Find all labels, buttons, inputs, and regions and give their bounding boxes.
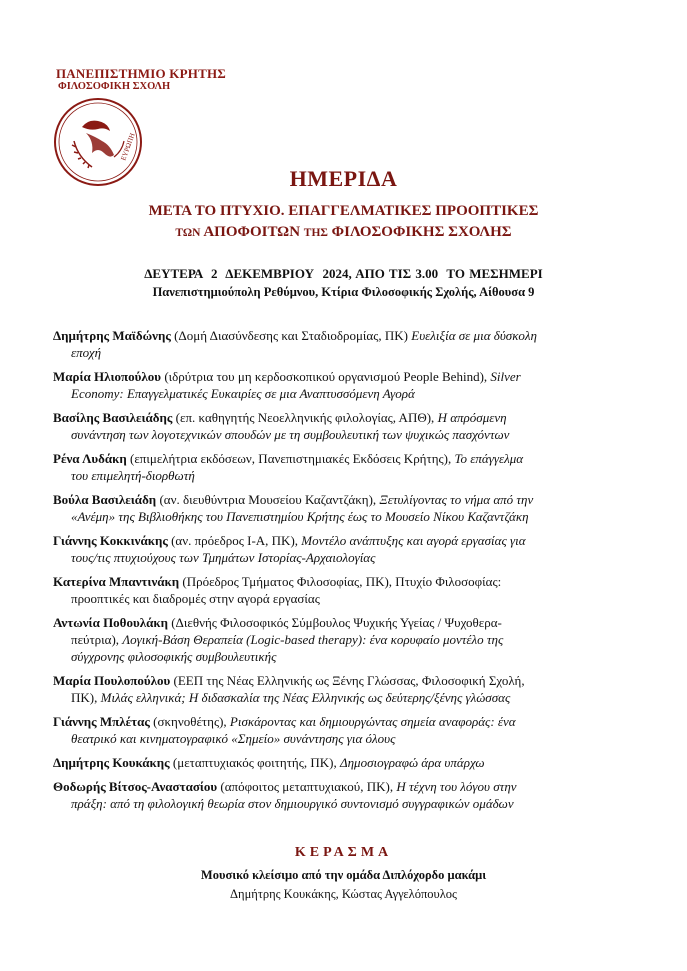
talk-title-cont [53,631,645,648]
speaker-name: Μαρία Ηλιοπούλου [53,369,162,384]
talk-title: Λογική-Βάση Θεραπεία (Logic-based therapy): ένα κορυφαίο μοντέλο της [122,632,504,647]
event-date: ΔΕΥΤΕΡΑ 2 ΔΕΚΕΜΒΡΙΟΥ 2024, ΑΠΟ ΤΙΣ 3.00 ΤΟ ΜΕΣΗΜΕΡΙ [144,266,543,281]
talk-title-cont: θεατρικό και κινηματογραφικό «Σημείο» συνάντησης για όλους [71,731,396,746]
talk-title: Η απρόσμενη [437,410,507,425]
talk-title: Ρισκάροντας και δημιουργώντας σημεία αναφοράς: ένα [229,714,516,729]
speaker-name: Κατερίνα Μπαντινάκη [53,574,180,589]
kerasma-heading: ΚΕΡΑΣΜΑ [294,845,393,860]
speaker-name: Βούλα Βασιλειάδη [53,492,157,507]
school-name: ΦΙΛΟΣΟΦΙΚΗ ΣΧΟΛΗ [58,81,171,92]
speaker-name: Γιάννης Κοκκινάκης [53,533,168,548]
speaker-name: Θοδωρής Βίτσος-Αναστασίου [53,779,218,794]
musicians-names: Δημήτρης Κουκάκης, Κώστας Αγγελόπουλος [230,887,457,901]
talk-title-cont [53,689,645,706]
svg-text:ΕΥΡΩΠΗ: ΕΥΡΩΠΗ [119,132,137,162]
speaker-role: (μεταπτυχιακός φοιτητής, ΠΚ), [169,755,340,770]
talk-title-cont: σύγχρονης φιλοσοφικής συμβουλευτικής [71,649,277,664]
speaker-name: Βασίλης Βασιλειάδης [53,410,173,425]
subtitle-word-school: ΦΙΛΟΣΟΦΙΚΗΣ ΣΧΟΛΗΣ [331,224,512,240]
talk-title-cont: του επιμελητή-διορθωτή [71,468,195,483]
speaker-role: (επιμελήτρια εκδόσεων, Πανεπιστημιακές Εκδόσεις Κρήτης), [126,451,455,466]
speaker-list [53,327,645,819]
speaker-name: Μαρία Πουλοπούλου [53,673,171,688]
speaker-role: (απόφοιτος μεταπτυχιακού, ΠΚ), [217,779,397,794]
talk-title: Ξετυλίγοντας το νήμα από την [379,492,534,507]
speaker-entry [53,327,645,361]
speaker-entry [53,409,645,443]
speaker-role: (επ. καθηγητής Νεοελληνικής φιλολογίας, ΑΠΘ), [172,410,438,425]
talk-title-cont: προοπτικές και διαδρομές στην αγορά εργασίας [71,591,320,606]
speaker-entry [53,778,645,812]
talk-title: Μιλάς ελληνικά; Η διδασκαλία της Νέας Ελληνικής ως δεύτερης/ξένης γλώσσας [100,690,511,705]
talk-title: Silver [490,369,521,384]
university-name: ΠΑΝΕΠΙΣΤΗΜΙΟ ΚΡΗΤΗΣ [56,66,226,81]
speaker-entry [53,573,645,607]
speaker-role-cont: ΠΚ), [71,690,101,705]
talk-title: Ευελιξία σε μια δύσκολη [411,328,538,343]
speaker-entry [53,368,645,402]
speaker-role: (αν. διευθύντρια Μουσείου Καζαντζάκη), [156,492,380,507]
speaker-role-cont: πεύτρια), [71,632,123,647]
event-subtitle-line1: ΜΕΤΑ ΤΟ ΠΤΥΧΙΟ. ΕΠΑΓΓΕΛΜΑΤΙΚΕΣ ΠΡΟΟΠΤΙΚΕΣ [148,203,539,219]
subtitle-word-apofoiton: ΑΠΟΦΟΙΤΩΝ [203,224,301,240]
subtitle-word-tis: ΤΗΣ [303,227,328,239]
speaker-entry [53,491,645,525]
music-closing: Μουσικό κλείσιμο από την ομάδα Διπλόχορδο μακάμι [200,868,487,882]
speaker-name: Δημήτρης Κουκάκης [53,755,170,770]
talk-title: Το επάγγελμα [454,451,524,466]
speaker-entry [53,532,645,566]
event-subtitle-line2 [0,224,687,241]
speaker-name: Ρένα Λυδάκη [53,451,127,466]
talk-title-cont: «Ανέμη» της Βιβλιοθήκης του Πανεπιστημίου Κρήτης έως το Μουσείο Νίκου Καζαντζάκη [71,509,529,524]
speaker-role: (αν. πρόεδρος Ι-Α, ΠΚ), [167,533,302,548]
talk-title: Η τέχνη του λόγου στην [396,779,517,794]
talk-title-cont: πράξη: από τη φιλολογική θεωρία στον δημιουργικό συντονισμό συγγραφικών ομάδων [71,796,514,811]
speaker-name: Αντωνία Ποθουλάκη [53,615,168,630]
event-title: ΗΜΕΡΙΔΑ [289,166,398,191]
speaker-name: Δημήτρης Μαϊδώνης [53,328,171,343]
subtitle-word-ton: ΤΩΝ [175,227,201,239]
talk-title-cont: Economy: Επαγγελματικές Ευκαιρίες σε μια Αναπτυσσόμενη Αγορά [71,386,415,401]
speaker-name: Γιάννης Μπλέτας [53,714,150,729]
speaker-entry [53,672,645,706]
speaker-role: (ΕΕΠ της Νέας Ελληνικής ως Ξένης Γλώσσας, Φιλοσοφική Σχολή, [170,673,525,688]
speaker-entry [53,754,645,771]
talk-title: Μοντέλο ανάπτυξης και αγορά εργασίας για [301,533,526,548]
speaker-role: (σκηνοθέτης), [149,714,230,729]
talk-title-cont: τους/τις πτυχιούχους των Τμημάτων Ιστορίας-Αρχαιολογίας [71,550,376,565]
speaker-entry [53,614,645,665]
speaker-role: (ιδρύτρια του μη κερδοσκοπικού οργανισμού People Behind), [161,369,491,384]
talk-title-cont: εποχή [71,345,102,360]
event-venue: Πανεπιστημιούπολη Ρεθύμνου, Κτίρια Φιλοσοφικής Σχολής, Αίθουσα 9 [152,285,535,299]
speaker-role: (Πρόεδρος Τμήματος Φιλοσοφίας, ΠΚ), Πτυχίο Φιλοσοφίας: [179,574,502,589]
talk-title: Δημοσιογραφώ άρα υπάρχω [339,755,485,770]
talk-title-cont: συνάντηση των λογοτεχνικών σπουδών με τη συμβουλευτική των ψυχικώς πασχόντων [71,427,510,442]
speaker-entry [53,713,645,747]
speaker-role: (Δομή Διασύνδεσης και Σταδιοδρομίας, ΠΚ) [170,328,412,343]
speaker-role: (Διεθνής Φιλοσοφικός Σύμβουλος Ψυχικής Υγείας / Ψυχοθερα- [167,615,502,630]
speaker-entry [53,450,645,484]
